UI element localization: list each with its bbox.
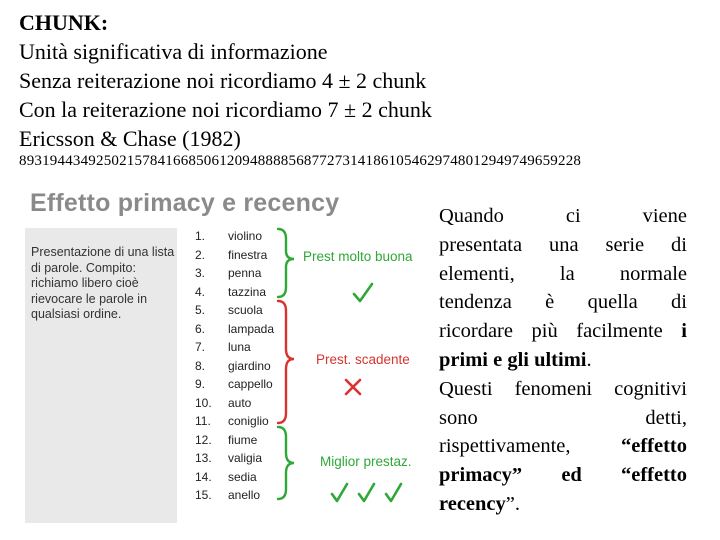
list-item-number: 15. (195, 488, 212, 502)
citation-line: Ericsson & Chase (1982) (19, 126, 241, 151)
header-block (19, 8, 709, 153)
definition-line: Unità significativa di informazione (19, 39, 328, 64)
description-text: Presentazione di una lista di parole. Compito: richiamo libero cioè rievocare le parole in qualsiasi ordine. (31, 245, 175, 321)
list-item-number: 13. (195, 451, 212, 465)
list-item-number: 14. (195, 469, 212, 484)
chunk-title: CHUNK: (19, 10, 109, 35)
paragraph-line: rispettivamente, “effetto (439, 435, 687, 458)
list-item-number: 1. (195, 229, 206, 243)
paragraph-line: recency”. (439, 492, 521, 515)
paragraph-line: presentata una serie di (439, 233, 687, 256)
list-item-word: penna (228, 266, 262, 280)
paragraph-line: ricordare più facilmente i (439, 320, 687, 343)
list-item-word: scuola (228, 303, 263, 317)
paragraph-line: elementi, la normale (439, 262, 687, 285)
digit-string: 8931944349250215784166850612094888856877273141861054629748012949749659228 (19, 153, 582, 169)
no-repetition-line: Senza reiterazione noi ricordiamo 4 ± 2 chunk (19, 68, 427, 93)
brace-middle (278, 301, 294, 423)
list-item-word: coniglio (228, 414, 269, 428)
list-item-number: 8. (195, 358, 206, 373)
group-label-primacy: Prest molto buona (303, 249, 413, 264)
paragraph-line: Questi fenomeni cognitivi (439, 377, 687, 400)
list-item-number: 2. (195, 247, 206, 262)
list-item-word: luna (228, 340, 251, 354)
list-item-word: tazzina (228, 284, 267, 299)
paragraph-line: tendenza è quella di (439, 291, 687, 314)
list-item-word: anello (228, 488, 261, 502)
list-item-number: 7. (195, 340, 206, 354)
list-item-word: giardino (228, 358, 271, 373)
list-item-number: 4. (195, 284, 206, 299)
brace-top (278, 229, 294, 297)
list-item-word: cappello (228, 377, 273, 391)
cross-icon (343, 377, 363, 397)
group-label-recency: Miglior prestaz. (320, 454, 412, 469)
list-item-number: 12. (195, 432, 212, 447)
repetition-line: Con la reiterazione noi ricordiamo 7 ± 2 chunk (19, 97, 432, 122)
paragraph-line: primacy” ed “effetto (439, 464, 688, 487)
grouping-braces (274, 183, 304, 523)
list-item-number: 3. (195, 266, 206, 280)
list-item-word: sedia (228, 469, 257, 484)
list-item-number: 9. (195, 377, 206, 391)
list-item-word: valigia (228, 451, 263, 465)
triple-check-icon (330, 481, 406, 505)
check-icon (351, 281, 375, 305)
list-item-number: 6. (195, 321, 206, 336)
description-box (25, 228, 177, 523)
paragraph-line: primi e gli ultimi. (439, 348, 592, 371)
explanation-paragraph (439, 202, 687, 519)
list-item-word: finestra (228, 247, 268, 262)
list-item-word: lampada (228, 321, 275, 336)
brace-bottom (278, 427, 294, 499)
list-item-word: fiume (228, 432, 258, 447)
list-item-word: auto (228, 395, 252, 410)
primacy-recency-slide (22, 183, 425, 523)
paragraph-line: Quando ci viene (439, 205, 687, 227)
paragraph-line: sono detti, (439, 406, 687, 429)
list-item-number: 11. (195, 414, 211, 428)
list-item-number: 5. (195, 303, 206, 317)
list-item-word: violino (228, 229, 263, 243)
slide-title: Effetto primacy e recency (30, 189, 340, 217)
group-label-middle: Prest. scadente (316, 352, 410, 367)
list-item-number: 10. (195, 395, 212, 410)
